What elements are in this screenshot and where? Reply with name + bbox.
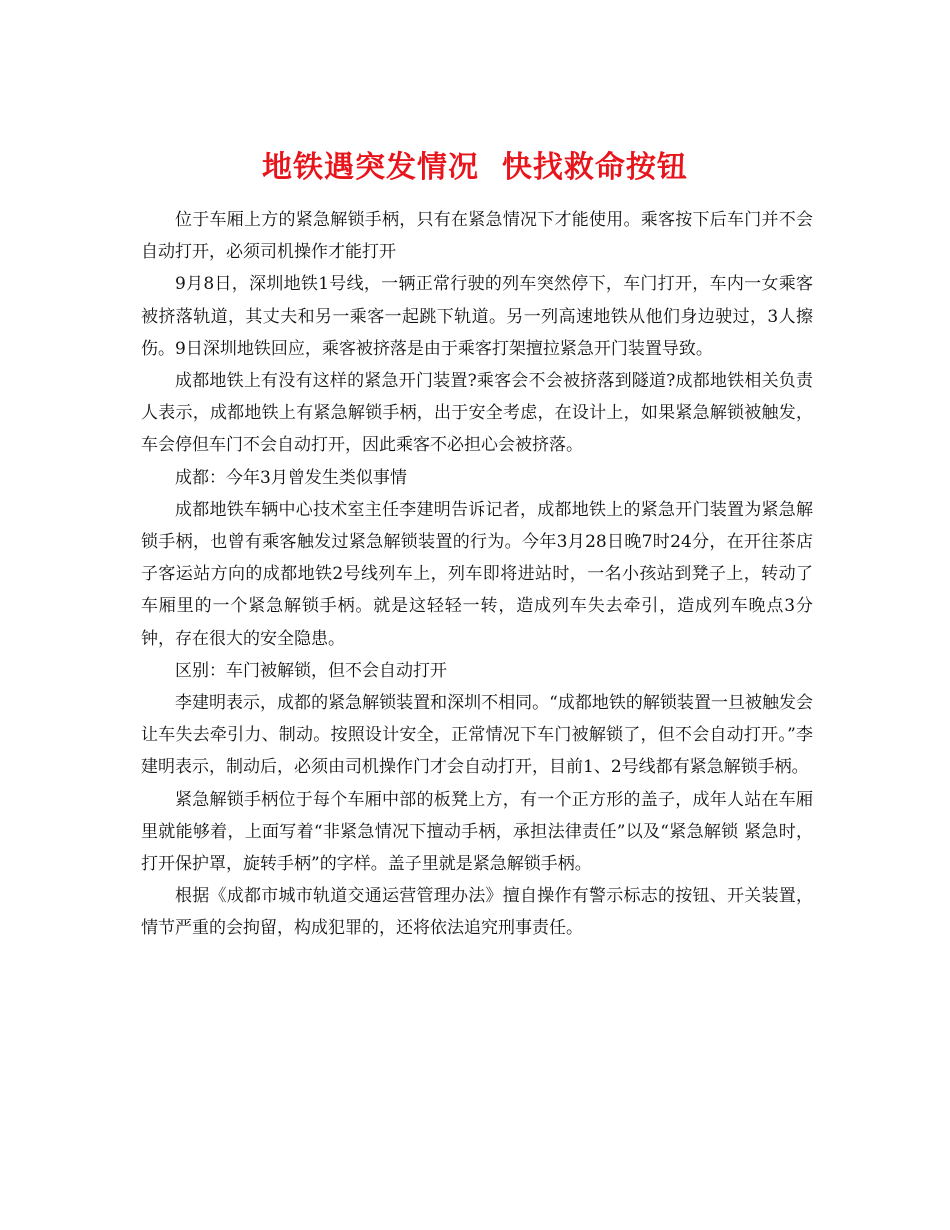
article-body [141,204,813,945]
paragraph-7: 李建明表示，成都的紧急解锁装置和深圳不相同。“成都地铁的解锁装置一旦被触发会让车失去牵引力、制动。按照设计安全，正常情况下车门被解锁了，但不会自动打开。”李建明表示，制动后，必须由司机操作门才会自动打开，目前1、2号线都有紧急解锁手柄。 [141,693,813,778]
paragraph-2: 9月8日，深圳地铁1号线，一辆正常行驶的列车突然停下，车门打开，车内一女乘客被挤落轨道，其丈夫和另一乘客一起跳下轨道。另一列高速地铁从他们身边驶过，3人擦伤。9日深圳地铁回应，乘客被挤落是由于乘客打架擅拉紧急开门装置导致。 [141,274,813,359]
page-title: 地铁遇突发情况 快找救命按钮 [262,150,688,186]
paragraph-1: 位于车厢上方的紧急解锁手柄，只有在紧急情况下才能使用。乘客按下后车门并不会自动打开，必须司机操作才能打开 [141,210,813,263]
paragraph-8: 紧急解锁手柄位于每个车厢中部的板凳上方，有一个正方形的盖子，成年人站在车厢里就能够着，上面写着“非紧急情况下擅动手柄，承担法律责任”以及“紧急解锁 紧急时，打开保护罩，旋转手柄”的字样。盖子里就是紧急解锁手柄。 [141,789,813,875]
section-heading-chengdu: 成都：今年3月曾发生类似事情 [175,467,407,488]
paragraph-3: 成都地铁上有没有这样的紧急开门装置?乘客会不会被挤落到隧道?成都地铁相关负责人表示，成都地铁上有紧急解锁手柄，出于安全考虑，在设计上，如果紧急解锁被触发，车会停但车门不会自动打开，因此乘客不必担心会被挤落。 [141,371,813,456]
section-heading-difference: 区别：车门被解锁，但不会自动打开 [175,660,447,681]
paragraph-9: 根据《成都市城市轨道交通运营管理办法》擅自操作有警示标志的按钮、开关装置，情节严重的会拘留，构成犯罪的，还将依法追究刑事责任。 [141,886,813,939]
paragraph-5: 成都地铁车辆中心技术室主任李建明告诉记者，成都地铁上的紧急开门装置为紧急解锁手柄，也曾有乘客触发过紧急解锁装置的行为。今年3月28日晚7时24分，在开往茶店子客运站方向的成都地铁2号线列车上，列车即将进站时，一名小孩站到凳子上，转动了车厢里的一个紧急解锁手柄。就是这轻轻一转，造成列车失去牵引，造成列车晚点3分钟，存在很大的安全隐患。 [141,499,813,649]
